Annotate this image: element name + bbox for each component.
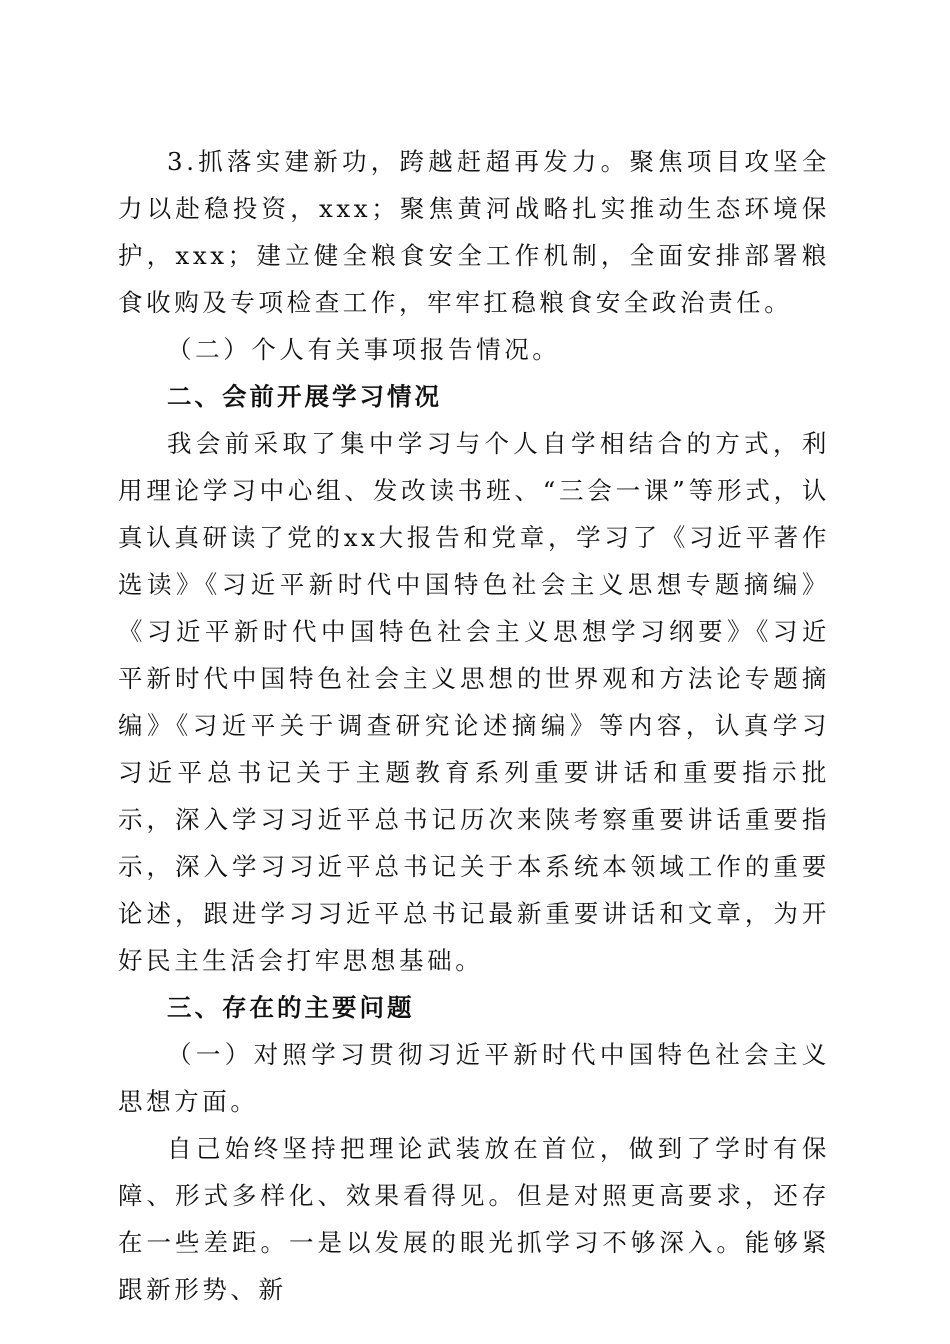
subsection-theory: （一）对照学习贯彻习近平新时代中国特色社会主义思想方面。 [118,1040,830,1116]
subsection-personal-matters: （二）个人有关事项报告情况。 [167,335,561,364]
paragraph-study: 我会前采取了集中学习与个人自学相结合的方式，利用理论学习中心组、发改读书班、“三会一课”等形式，认真认真研读了党的xx大报告和党章，学习了《习近平著作选读》《习近平新时代中国特色社会主义思想专题摘编》《习近平新时代中国特色社会主义思想学习纲要》《习近平新时代中国特色社会主义思想的世界观和方法论专题摘编》《习近平关于调查研究论述摘编》等内容，认真学习习近平总书记关于主题教育系列重要讲话和重要指示批示，深入学习习近平总书记历次来陕考察重要讲话重要指示，深入学习习近平总书记关于本系统本领域工作的重要论述，跟进学习习近平总书记最新重要讲话和文章，为开好民主生活会打牢思想基础。 [118,429,830,975]
section-heading-problems: 三、存在的主要问题 [167,993,415,1022]
document-body [118,138,830,1313]
paragraph-theory: 自己始终坚持把理论武装放在首位，做到了学时有保障、形式多样化、效果看得见。但是对照更高要求，还存在一些差距。一是以发展的眼光抓学习不够深入。能够紧跟新形势、新 [118,1134,830,1304]
section-heading-study: 二、会前开展学习情况 [167,382,442,411]
paragraph-item-3: 3.抓落实建新功，跨越赶超再发力。聚焦项目攻坚全力以赴稳投资，xxx；聚焦黄河战略扎实推动生态环境保护，xxx；建立健全粮食安全工作机制，全面安排部署粮食收购及专项检查工作，牢牢扛稳粮食安全政治责任。 [118,147,830,317]
